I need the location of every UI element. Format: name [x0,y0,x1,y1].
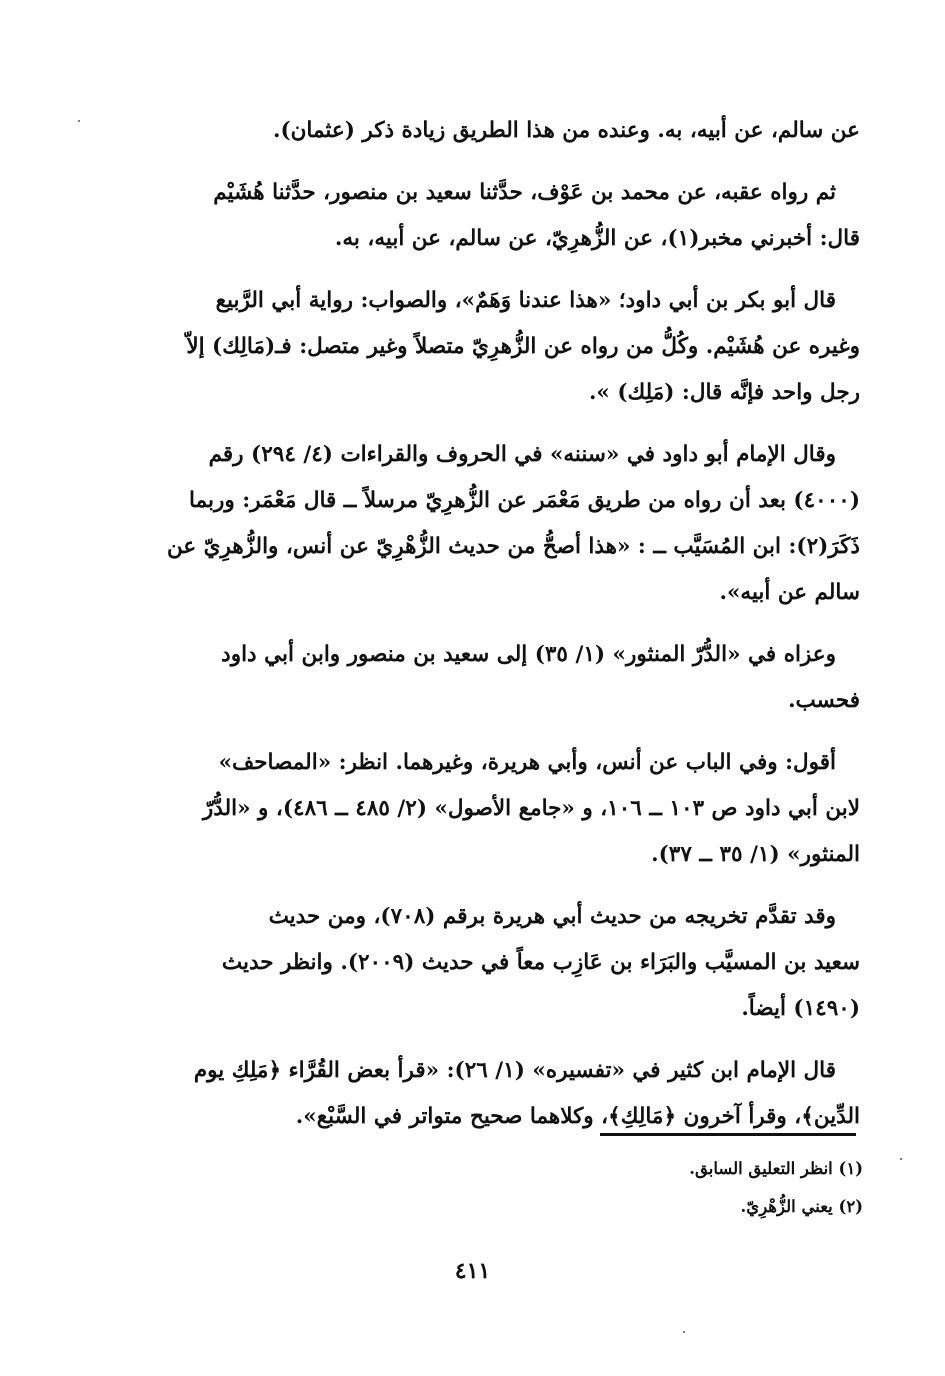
text-line: عن سالم، عن أبيه، به. وعنده من هذا الطريق زيادة ذكر (عثمان). [272,118,860,143]
text-line: قال الإمام ابن كثير في «تفسيره» (١/ ٢٦): «قرأ بعض القُرَّاء ﴿مَلِكِ يوم [193,1058,836,1083]
paragraph-6 [104,740,860,878]
text-line: سعيد بن المسيَّب والبَرَاء بن عَازِب معاً في حديث (٢٠٠٩). وانظر حديث [221,950,860,975]
text-line: وغيره عن هُشَيْم. وكُلُّ من رواه عن الزُّهرِيّ متصلاً وغير متصل: فـ(مَالِك) إلاّ [186,334,860,359]
page-number: ٤١١ [454,1258,491,1284]
text-line: وعزاه في «الدُّرّ المنثور» (١/ ٣٥) إلى سعيد بن منصور وابن أبي داود [221,642,836,667]
text-line: فحسب. [788,688,860,713]
text-line: لابن أبي داود ص ١٠٣ ــ ١٠٦، و «جامع الأصول» (٢/ ٤٨٥ ــ ٤٨٦)، و «الدُّرّ [202,796,860,821]
paragraph-8 [104,1048,860,1140]
text-line: سالم عن أبيه». [719,580,860,605]
page-body [104,108,860,1156]
text-line: قال أبو بكر بن أبي داود؛ «هذا عندنا وَهَمٌ»، والصواب: رواية أبي الرَّبيع [215,288,836,313]
footnote-separator [600,1133,856,1136]
paragraph-1 [104,108,860,154]
paragraph-5 [104,632,860,724]
scan-speck [900,1158,902,1160]
text-line: (٤٠٠٠) بعد أن رواه من طريق مَعْمَر عن الزُّهرِيّ مرسلاً ــ قال مَعْمَر: وربما [189,488,860,513]
text-line: وقال الإمام أبو داود في «سننه» في الحروف والقراءات (٤/ ٢٩٤) رقم [208,442,836,467]
text-line: قال: أخبرني مخبر(١)، عن الزُّهرِيّ، عن سالم، عن أبيه، به. [334,226,860,251]
text-line: الدِّين﴾، وقرأ آخرون ﴿مَالِكِ﴾، وكلاهما صحيح متواتر في السَّبْع». [295,1104,860,1129]
text-line: رجل واحد فإنَّه قال: (مَلِك) ». [588,380,860,405]
scan-speck [78,120,80,122]
scan-speck [683,1331,685,1333]
text-line: أقول: وفي الباب عن أنس، وأبي هريرة، وغيرهما. انظر: «المصاحف» [218,750,836,775]
text-line: ثم رواه عقبه، عن محمد بن عَوْف، حدَّثنا سعيد بن منصور، حدَّثنا هُشَيْم [213,180,836,205]
text-line: المنثور» (١/ ٣٥ ــ ٣٧). [651,842,860,867]
paragraph-3 [104,278,860,416]
text-line: وقد تقدَّم تخريجه من حديث أبي هريرة برقم (٧٠٨)، ومن حديث [268,904,836,929]
paragraph-7 [104,894,860,1032]
text-line: (١٤٩٠) أيضاً. [741,996,860,1021]
paragraph-4 [104,432,860,616]
footnotes [689,1150,863,1226]
footnote-2: (٢) يعني الزُّهْرِيّ. [740,1197,863,1216]
footnote-1: (١) انظر التعليق السابق. [689,1159,863,1178]
paragraph-2 [104,170,860,262]
text-line: ذَكَرَ(٢): ابن المُسَيَّب ــ : «هذا أصحُّ من حديث الزُّهْرِيّ عن أنس، والزُّهرِيّ عن [166,534,860,559]
